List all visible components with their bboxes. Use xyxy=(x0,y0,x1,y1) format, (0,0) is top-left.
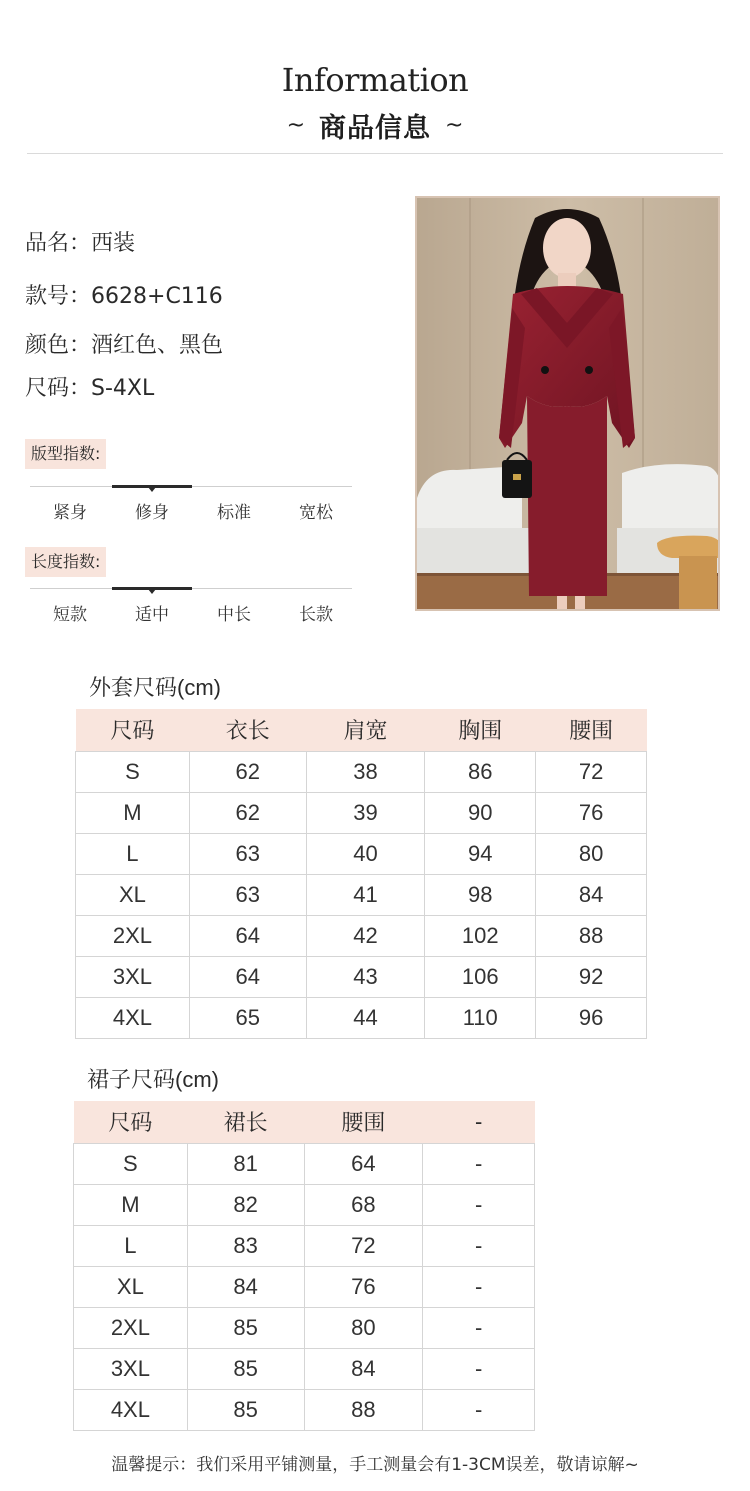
table-cell: 84 xyxy=(536,874,647,915)
table-cell: 84 xyxy=(304,1348,423,1389)
table-cell: 41 xyxy=(306,874,425,915)
table-cell: 106 xyxy=(425,956,536,997)
table-row xyxy=(74,1225,535,1266)
table-cell: 64 xyxy=(304,1143,423,1184)
table-cell: 62 xyxy=(189,751,306,792)
table-cell: 80 xyxy=(536,833,647,874)
info-row-model xyxy=(25,283,223,311)
page-header xyxy=(0,62,750,145)
model-label: 款号： xyxy=(25,284,92,309)
table-cell: 81 xyxy=(187,1143,304,1184)
column-header: 尺码 xyxy=(76,709,190,751)
length-option: 适中 xyxy=(135,605,169,625)
length-scale-caret-icon xyxy=(148,589,156,594)
product-photo xyxy=(415,196,720,611)
fit-scale-caret-icon xyxy=(148,487,156,492)
chinese-title: 商品信息 xyxy=(319,113,431,144)
table-cell: 44 xyxy=(306,997,425,1038)
table-row xyxy=(76,915,647,956)
table-cell: 43 xyxy=(306,956,425,997)
table-cell: 42 xyxy=(306,915,425,956)
table-row xyxy=(76,751,647,792)
table-cell: 64 xyxy=(189,915,306,956)
table-row xyxy=(76,833,647,874)
table-cell: XL xyxy=(74,1266,188,1307)
table-cell: 62 xyxy=(189,792,306,833)
chinese-title-row xyxy=(0,106,750,145)
table-cell: 90 xyxy=(425,792,536,833)
table-cell: M xyxy=(74,1184,188,1225)
length-option: 短款 xyxy=(53,605,87,625)
table-row xyxy=(74,1389,535,1430)
fit-index-label: 版型指数: xyxy=(25,439,106,469)
color-value: 酒红色、黑色 xyxy=(91,333,224,358)
tilde-ornament-left: ~ xyxy=(286,113,305,138)
table-cell: 63 xyxy=(189,833,306,874)
table-cell: 39 xyxy=(306,792,425,833)
table-row xyxy=(74,1307,535,1348)
tilde-ornament-right: ~ xyxy=(445,113,464,138)
column-header: 腰围 xyxy=(304,1101,423,1143)
english-title: Information xyxy=(281,61,469,99)
skirt-size-table xyxy=(73,1101,535,1431)
table-cell: 65 xyxy=(189,997,306,1038)
table-row xyxy=(74,1143,535,1184)
model-wearing-suit-image xyxy=(417,198,720,611)
length-index-label: 长度指数: xyxy=(25,547,106,577)
name-label: 品名： xyxy=(25,231,92,256)
measurement-note: 温馨提示：我们采用平铺测量，手工测量会有1-3CM误差，敬请谅解~ xyxy=(111,1455,639,1475)
table-cell: 63 xyxy=(189,874,306,915)
table-cell: L xyxy=(74,1225,188,1266)
table-cell: 64 xyxy=(189,956,306,997)
table-cell: 3XL xyxy=(74,1348,188,1389)
header-divider xyxy=(27,153,723,154)
fit-option: 标准 xyxy=(217,503,251,523)
table-cell: 76 xyxy=(536,792,647,833)
table-cell: S xyxy=(74,1143,188,1184)
table-cell: 38 xyxy=(306,751,425,792)
table-cell: 68 xyxy=(304,1184,423,1225)
table-row xyxy=(74,1348,535,1389)
table-cell: 102 xyxy=(425,915,536,956)
fit-index-scale xyxy=(30,486,352,526)
table-cell: 88 xyxy=(304,1389,423,1430)
table-cell: 110 xyxy=(425,997,536,1038)
table-cell: 94 xyxy=(425,833,536,874)
table-cell: 72 xyxy=(536,751,647,792)
table-cell: 85 xyxy=(187,1348,304,1389)
table-row xyxy=(76,874,647,915)
table-cell: 92 xyxy=(536,956,647,997)
fit-option: 修身 xyxy=(135,503,169,523)
length-index-scale xyxy=(30,588,352,628)
column-header: - xyxy=(423,1101,535,1143)
table-cell: 2XL xyxy=(74,1307,188,1348)
table-row xyxy=(76,956,647,997)
table-cell: 86 xyxy=(425,751,536,792)
table-cell: 84 xyxy=(187,1266,304,1307)
table-cell: 85 xyxy=(187,1389,304,1430)
table-cell: 82 xyxy=(187,1184,304,1225)
table-cell: 98 xyxy=(425,874,536,915)
skirt-table-header-row xyxy=(74,1101,535,1143)
column-header: 裙长 xyxy=(187,1101,304,1143)
table-row xyxy=(76,997,647,1038)
color-label: 颜色： xyxy=(25,333,92,358)
table-cell: M xyxy=(76,792,190,833)
jacket-size-table xyxy=(75,709,647,1039)
name-value: 西装 xyxy=(91,231,136,256)
table-row xyxy=(74,1266,535,1307)
table-cell: 88 xyxy=(536,915,647,956)
table-cell: 40 xyxy=(306,833,425,874)
jacket-table-title: 外套尺码(cm) xyxy=(89,675,221,700)
table-cell: - xyxy=(423,1143,535,1184)
column-header: 腰围 xyxy=(536,709,647,751)
table-row xyxy=(76,792,647,833)
table-cell: - xyxy=(423,1389,535,1430)
info-row-color xyxy=(25,332,223,360)
size-value: S-4XL xyxy=(91,376,155,401)
table-cell: XL xyxy=(76,874,190,915)
table-row xyxy=(74,1184,535,1225)
length-option: 中长 xyxy=(217,605,251,625)
table-cell: L xyxy=(76,833,190,874)
table-cell: 76 xyxy=(304,1266,423,1307)
column-header: 肩宽 xyxy=(306,709,425,751)
table-cell: S xyxy=(76,751,190,792)
table-cell: 4XL xyxy=(76,997,190,1038)
jacket-table-header-row xyxy=(76,709,647,751)
table-cell: 2XL xyxy=(76,915,190,956)
skirt-table-title: 裙子尺码(cm) xyxy=(87,1067,219,1092)
table-cell: 80 xyxy=(304,1307,423,1348)
table-cell: 96 xyxy=(536,997,647,1038)
table-cell: 72 xyxy=(304,1225,423,1266)
model-value: 6628+C116 xyxy=(91,284,223,309)
length-option: 长款 xyxy=(299,605,333,625)
table-cell: 83 xyxy=(187,1225,304,1266)
fit-option: 宽松 xyxy=(299,503,333,523)
table-cell: 85 xyxy=(187,1307,304,1348)
column-header: 胸围 xyxy=(425,709,536,751)
table-cell: 3XL xyxy=(76,956,190,997)
column-header: 尺码 xyxy=(74,1101,188,1143)
table-cell: - xyxy=(423,1307,535,1348)
info-row-name xyxy=(25,230,135,258)
table-cell: 4XL xyxy=(74,1389,188,1430)
column-header: 衣长 xyxy=(189,709,306,751)
table-cell: - xyxy=(423,1184,535,1225)
info-row-size xyxy=(25,375,154,403)
size-label: 尺码： xyxy=(25,376,92,401)
table-cell: - xyxy=(423,1225,535,1266)
table-cell: - xyxy=(423,1348,535,1389)
table-cell: - xyxy=(423,1266,535,1307)
fit-option: 紧身 xyxy=(53,503,87,523)
